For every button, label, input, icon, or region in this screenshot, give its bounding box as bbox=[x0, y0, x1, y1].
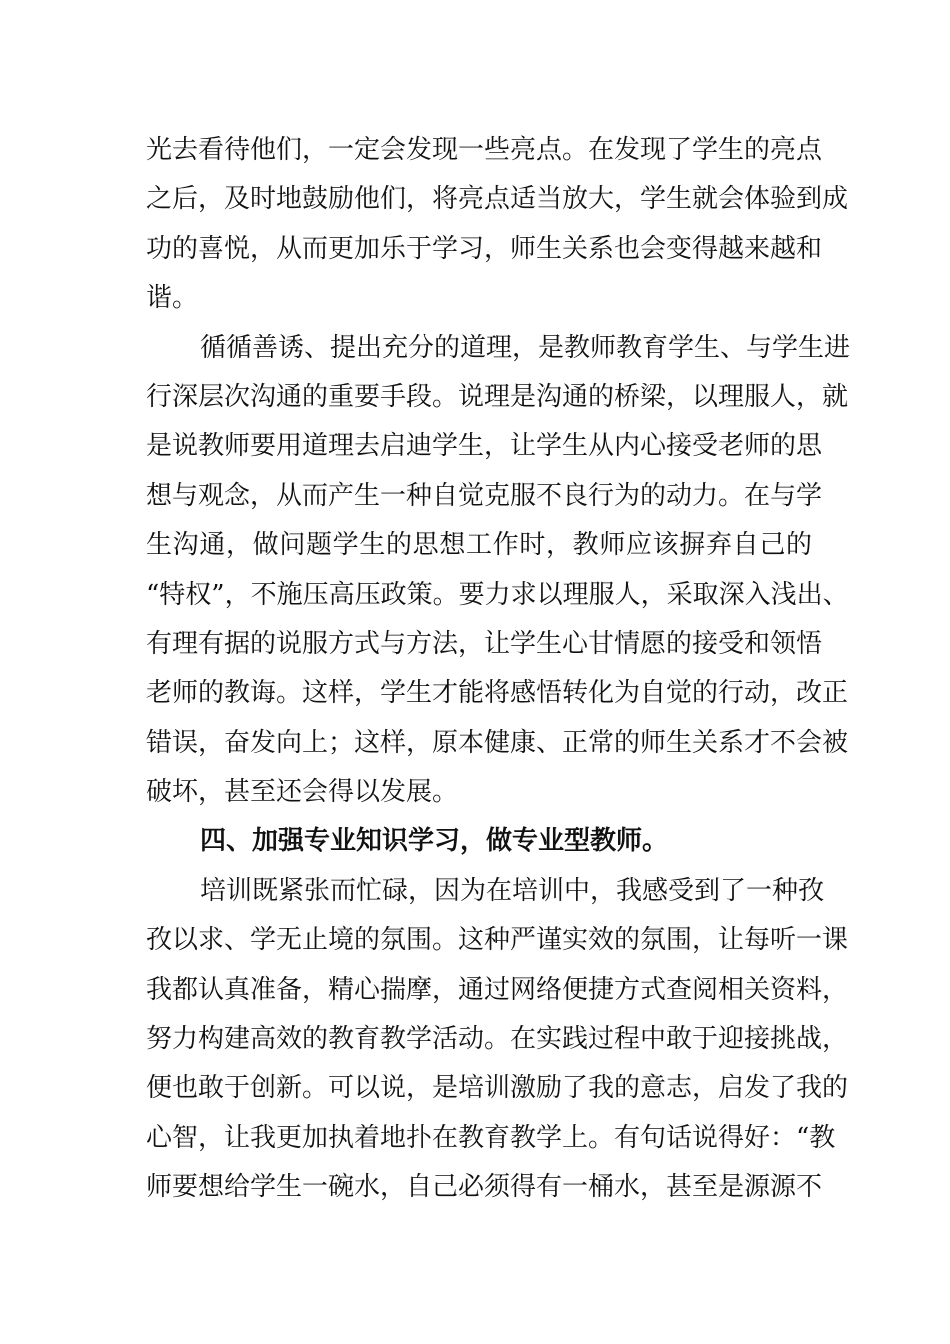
paragraph-line: 想与观念，从而产生一种自觉克服不良行为的动力。在与学 bbox=[146, 480, 823, 511]
paragraph-line: 孜以求、学无止境的氛围。这种严谨实效的氛围，让每听一课 bbox=[146, 925, 849, 956]
section-heading: 四、加强专业知识学习，做专业型教师。 bbox=[200, 826, 669, 857]
paragraph-line: 培训既紧张而忙碌，因为在培训中，我感受到了一种孜 bbox=[200, 875, 825, 906]
paragraph-line: 生沟通，做问题学生的思想工作时，教师应该摒弃自己的 bbox=[146, 530, 812, 561]
document-body bbox=[146, 126, 851, 1213]
paragraph-line: 心智，让我更加执着地扑在教育教学上。有句话说得好：“教 bbox=[146, 1122, 836, 1153]
paragraph-line: “特权”，不施压高压政策。要力求以理服人，采取深入浅出、 bbox=[146, 579, 849, 610]
paragraph-line: 老师的教诲。这样，学生才能将感悟转化为自觉的行动，改正 bbox=[146, 678, 849, 709]
paragraph-line: 谐。 bbox=[146, 283, 199, 314]
paragraph-line: 功的喜悦，从而更加乐于学习，师生关系也会变得越来越和 bbox=[146, 233, 823, 264]
paragraph-line: 我都认真准备，精心揣摩，通过网络便捷方式查阅相关资料， bbox=[146, 974, 849, 1005]
paragraph-line: 错误，奋发向上；这样，原本健康、正常的师生关系才不会被 bbox=[146, 727, 849, 758]
paragraph-line: 光去看待他们，一定会发现一些亮点。在发现了学生的亮点 bbox=[146, 135, 823, 165]
paragraph-line: 破坏，甚至还会得以发展。 bbox=[146, 777, 459, 808]
paragraph-line: 便也敢于创新。可以说，是培训激励了我的意志，启发了我的 bbox=[146, 1073, 849, 1104]
paragraph-line: 行深层次沟通的重要手段。说理是沟通的桥梁，以理服人，就 bbox=[146, 381, 849, 412]
paragraph-line: 努力构建高效的教育教学活动。在实践过程中敢于迎接挑战， bbox=[146, 1024, 849, 1055]
paragraph-line: 是说教师要用道理去启迪学生，让学生从内心接受老师的思 bbox=[146, 431, 823, 462]
paragraph-line: 之后，及时地鼓励他们，将亮点适当放大，学生就会体验到成 bbox=[146, 184, 849, 215]
paragraph-line: 师要想给学生一碗水，自己必须得有一桶水，甚至是源源不 bbox=[146, 1172, 823, 1203]
paragraph-line: 循循善诱、提出充分的道理，是教师教育学生、与学生进 bbox=[200, 332, 851, 363]
paragraph-line: 有理有据的说服方式与方法，让学生心甘情愿的接受和领悟 bbox=[146, 628, 823, 659]
